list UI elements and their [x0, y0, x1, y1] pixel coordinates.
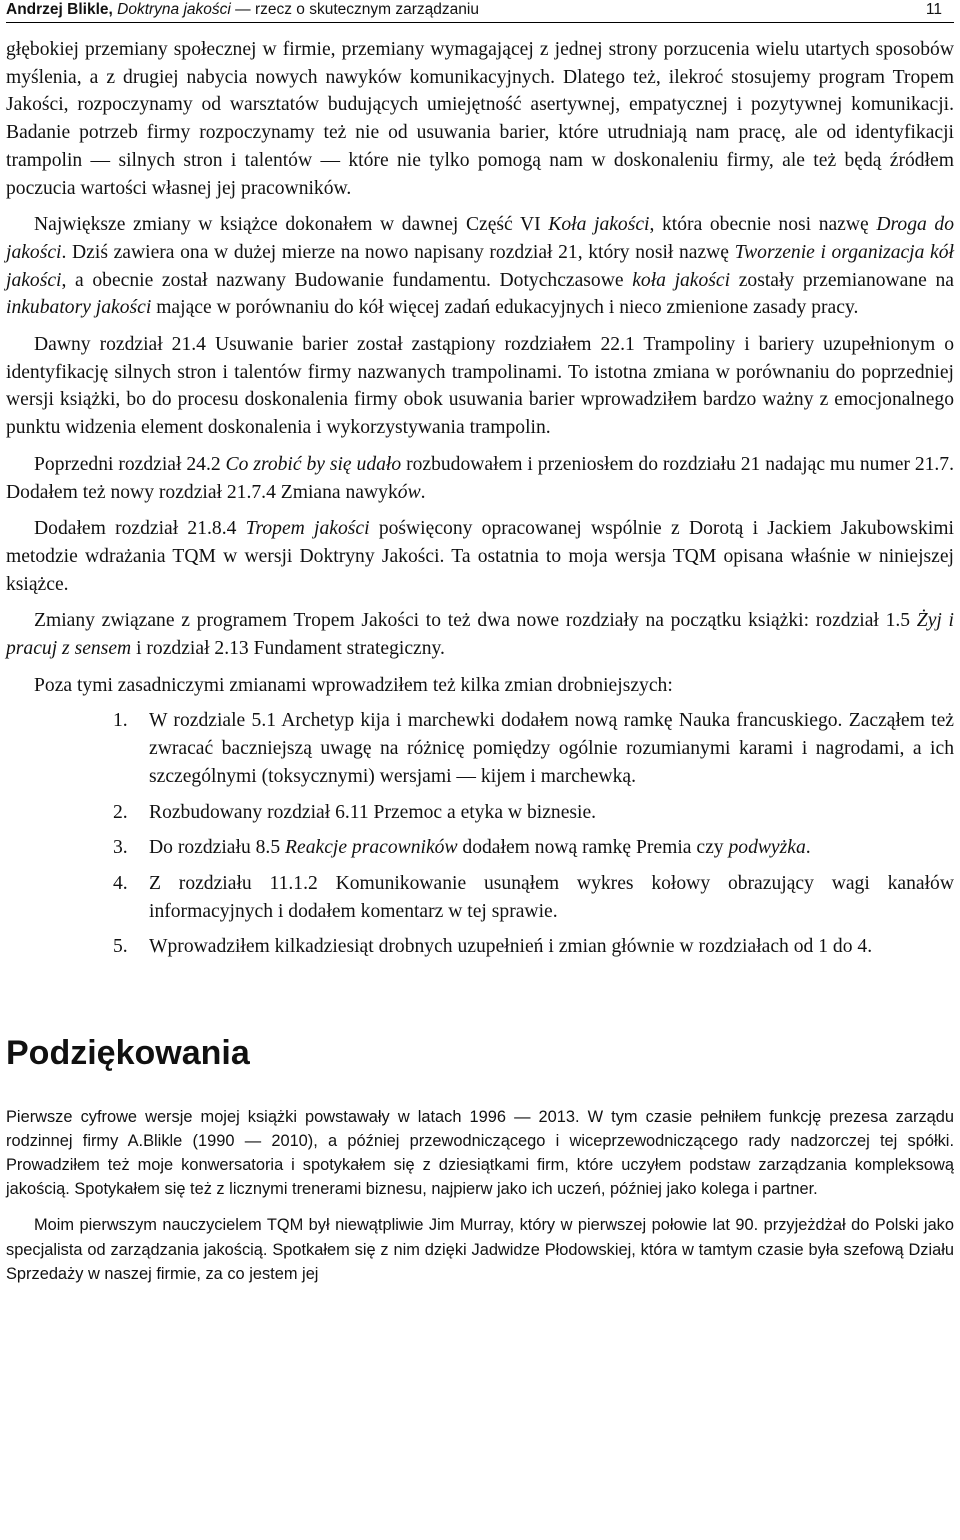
running-header [6, 0, 954, 23]
italic-run: Reakcje pracowników [285, 837, 458, 859]
list-item-number: 5. [113, 936, 128, 958]
paragraph-continuation [6, 36, 954, 202]
acknowledgements-paragraph: Moim pierwszym nauczycielem TQM był niewątpliwie Jim Murray, który w pierwszej połowie lat 90. przyjeżdżał do Polski jako specjalista od zarządzania jakością. Spotkałem się z nim dzięki Jadwidze Płodowskiej, która w tamtym czasie była szefową Działu Sprzedaży w naszej firmie, za co jestem jej [6, 1216, 954, 1283]
paragraph-trampolines [6, 331, 954, 442]
italic-run: Co zrobić by się udało [225, 453, 402, 475]
list-item-number: 4. [113, 872, 128, 894]
italic-run: Droga do jakości [6, 214, 954, 263]
paragraph-minor-changes [6, 672, 954, 700]
paragraph-chapter-24-2 [6, 451, 954, 506]
text-run: głębokiej przemiany społecznej w firmie, przemiany wymagającej z jednej strony porzucenia wielu utartych sposobów myślenia, a z drugiej nabycia nowych nawyków komunikacyjnych. Dlatego też, ilekroć stosujemy program Tropem Jakości, rozpoczynamy od warsztatów budujących umiejętność asertywnej, empatycznej i pozytywnej komunikacji. Badanie potrzeb firmy rozpoczynamy też nie od usuwania barier, które utrudniają nam pracę, ale od identyfikacji trampolin — silnych stron i talentów — które nie tylko pomogą nam w doskonaleniu firmy, ale też będą źródłem poczucia wartości własnej jej pracowników. [6, 39, 954, 199]
paragraph-new-chapters [6, 607, 954, 662]
text-run: , która obecnie nosi nazwę [649, 214, 877, 236]
text-run: i rozdział 2.13 Fundament strategiczny. [131, 638, 445, 660]
italic-run: koła jakości [632, 269, 731, 291]
text-run: poświęcony opracowanej wspólnie z Dorotą i Jackiem Jakubowskimi metodzie wdrażania TQM w wersji Doktryny Jakości. Ta ostatnia to moja wersja TQM opisana właśnie w niniejszej książce. [6, 518, 954, 595]
text-run: Wprowadziłem kilkadziesiąt drobnych uzupełnień i zmian głównie w rozdziałach od 1 do 4. [149, 936, 873, 958]
text-run: Największe zmiany w książce dokonałem w dawnej Część VI [34, 214, 549, 236]
text-run: Rozbudowany rozdział 6.11 Przemoc a etyka w biznesie. [149, 801, 597, 823]
list-item-number: 3. [113, 837, 128, 859]
text-run: W rozdziale 5.1 Archetyp kija i marchewki dodałem nową ramkę Nauka francuskiego. Zacząłem też zwracać baczniejszą uwagę na różnicę pomiędzy ogólnie rozumianymi karami i nagrodami, a ich szczególnymi (toksycznymi) wersjami — kijem i marchewką. [149, 710, 954, 787]
list-item [6, 834, 954, 862]
paragraph-chapter-21-8-4 [6, 515, 954, 598]
list-item-number: 2. [113, 801, 128, 823]
changes-list [6, 707, 954, 961]
italic-run: ów [397, 481, 421, 503]
text-run: . Dziś zawiera ona w dużej mierze na nowo napisany rozdział 21, który nosił nazwę [61, 241, 735, 263]
list-item [6, 707, 954, 790]
page-content [6, 36, 954, 1286]
text-run: dodałem nową ramkę Premia czy [457, 837, 729, 859]
paragraph-biggest-changes [6, 211, 954, 322]
italic-run: Tropem jakości [245, 518, 370, 540]
list-item [6, 799, 954, 827]
acknowledgements-paragraph: Pierwsze cyfrowe wersje mojej książki powstawały w latach 1996 — 2013. W tym czasie pełniłem funkcję prezesa zarządu rodzinnej firmy A.Blikle (1990 — 2010), a później przewodniczącego i wiceprzewodniczącego rady nadzorczej tej spółki. Prowadziłem też moje konwersatoria i spotykałem się z dziesiątkami firm, które uczyłem podstaw zarządzania kompleksową jakością. Spotykałem się też z licznymi trenerami biznesu, najpierw jako ich uczeń, później jako kolega i partner. [6, 1108, 954, 1199]
section-heading: Podziękowania [6, 1034, 250, 1073]
text-run: Dodałem rozdział 21.8.4 [34, 518, 246, 540]
text-run: Zmiany związane z programem Tropem Jakości to też dwa nowe rozdziały na początku książki: rozdział 1.5 [34, 610, 917, 632]
text-run: , a obecnie został nazwany Budowanie fundamentu. Dotychczasowe [61, 269, 633, 291]
header-subtitle: — rzecz o skutecznym zarządzaniu [230, 1, 479, 18]
page-number: 11 [925, 1, 942, 18]
italic-run: inkubatory jakości [6, 297, 152, 319]
text-run: Z rozdziału 11.1.2 Komunikowanie usunąłem wykres kołowy obrazujący wagi kanałów informacyjnych i dodałem komentarz w tej sprawie. [149, 872, 954, 922]
text-run: Do rozdziału 8.5 [149, 837, 286, 859]
text-run: Poza tymi zasadniczymi zmianami wprowadziłem też kilka zmian drobniejszych: [34, 674, 673, 696]
text-run: zostały przemianowane na [730, 269, 955, 291]
header-author: Andrzej Blikle, [6, 1, 113, 18]
italic-run: Koła jakości [548, 214, 650, 236]
list-item [6, 933, 954, 961]
text-run: . [805, 837, 811, 859]
text-run: Poprzedni rozdział 24.2 [34, 453, 226, 475]
list-item-number: 1. [113, 710, 128, 732]
header-book-title: Doktryna jakości [117, 1, 231, 18]
text-run: . [420, 481, 426, 503]
italic-run: Tworzenie i organizacja kół jakości [6, 241, 954, 291]
text-run: Dawny rozdział 21.4 Usuwanie barier został zastąpiony rozdziałem 22.1 Trampoliny i bariery uzupełnionym o identyfikację silnych stron i talentów firmy nazwanych trampolinami. To istotna zmiana w porównaniu do poprzedniej wersji książki, bo do procesu doskonalenia firmy obok usuwania barier wprowadziłem bardzo ważny z emocjonalnego punktu widzenia element doskonalenia i wykorzystywania trampolin. [6, 334, 954, 439]
italic-run: Żyj i pracuj z sensem [6, 610, 954, 660]
text-run: mające w porównaniu do kół więcej zadań edukacyjnych i nieco zmienione zasady pracy. [151, 297, 859, 319]
italic-run: podwyżka [728, 837, 806, 859]
list-item [6, 870, 954, 925]
text-run: rozbudowałem i przeniosłem do rozdziału 21 nadając mu numer 21.7. Dodałem też nowy rozdział 21.7.4 Zmiana nawyk [6, 453, 955, 503]
